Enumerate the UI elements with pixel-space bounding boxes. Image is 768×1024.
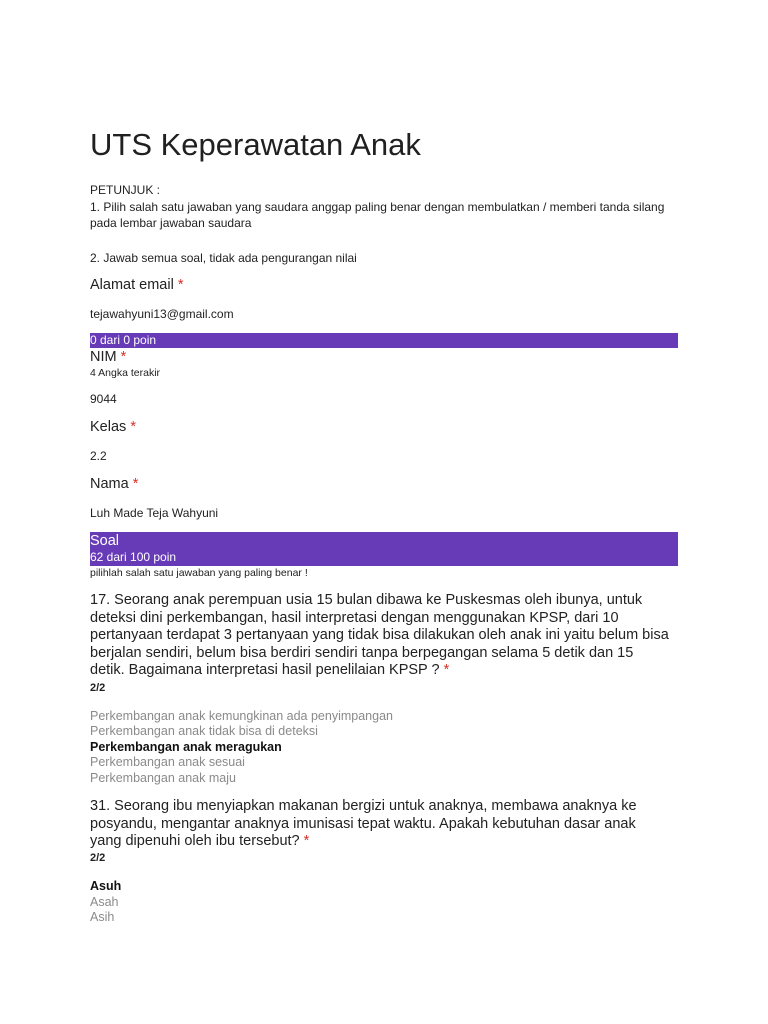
kelas-value: 2.2 [90,449,107,463]
nim-value: 9044 [90,392,117,406]
instructions-line-1: 1. Pilih salah satu jawaban yang saudara anggap paling benar dengan membulatkan / memberi tanda silang pada lembar jawaban saudara [90,200,665,230]
required-asterisk: * [177,277,184,293]
kelas-label [90,419,136,435]
question-17-option: Perkembangan anak tidak bisa di deteksi [90,724,318,738]
nama-value: Luh Made Teja Wahyuni [90,506,219,520]
question-31-selected-option: Asuh [90,879,122,893]
instructions-heading: PETUNJUK : [90,183,161,197]
identity-section-score: 0 dari 0 poin [90,333,157,347]
soal-section-title: Soal [90,533,120,549]
question-17 [90,592,670,680]
required-asterisk: * [120,349,127,365]
soal-section-header [90,532,678,566]
nim-label-text: NIM [90,349,117,365]
question-31-option: Asih [90,910,115,924]
required-asterisk: * [303,833,310,850]
soal-section-score: 62 dari 100 poin [90,550,177,564]
email-label-text: Alamat email [90,277,174,293]
required-asterisk: * [130,419,136,435]
identity-section-header [90,333,678,348]
question-31-option: Asah [90,895,119,909]
instructions-line-2: 2. Jawab semua soal, tidak ada pengurangan nilai [90,251,357,265]
email-label [90,277,184,293]
question-17-score: 2/2 [90,682,106,694]
nim-label [90,349,126,365]
question-17-option: Perkembangan anak maju [90,771,236,785]
nim-help-text: 4 Angka terakir [90,367,161,379]
question-17-selected-option: Perkembangan anak meragukan [90,740,282,754]
required-asterisk: * [132,476,139,492]
question-31 [90,798,670,851]
form-title: UTS Keperawatan Anak [90,127,421,162]
question-text: 31. Seorang ibu menyiapkan makanan bergizi untuk anaknya, membawa anaknya ke posyandu, mengantar anaknya imunisasi tepat waktu. Apakah kebutuhan dasar anak yang dipenuhi oleh ibu tersebut? [90,798,637,850]
question-31-score: 2/2 [90,852,106,864]
nama-label [90,476,138,492]
question-17-option: Perkembangan anak sesuai [90,755,245,769]
question-17-option: Perkembangan anak kemungkinan ada penyimpangan [90,709,393,723]
kelas-label-text: Kelas [90,419,127,435]
nama-label-text: Nama [90,476,129,492]
soal-section-description: pilihlah salah satu jawaban yang paling benar ! [90,567,308,579]
required-asterisk: * [443,662,450,679]
question-text: 17. Seorang anak perempuan usia 15 bulan dibawa ke Puskesmas oleh ibunya, untuk deteksi dini perkembangan, hasil interpretasi dengan menggunakan KPSP, dari 10 pertanyaan terdapat 3 pertanyaan yang tidak bisa dilakukan oleh anak ini yaitu belum bisa berjalan sendiri, belum bisa berdiri sendiri tanpa berpegangan selama 5 detik dan 15 detik. Bagaimana interpretasi hasil penelilaian KPSP ? [90,592,669,679]
email-value: tejawahyuni13@gmail.com [90,307,234,321]
